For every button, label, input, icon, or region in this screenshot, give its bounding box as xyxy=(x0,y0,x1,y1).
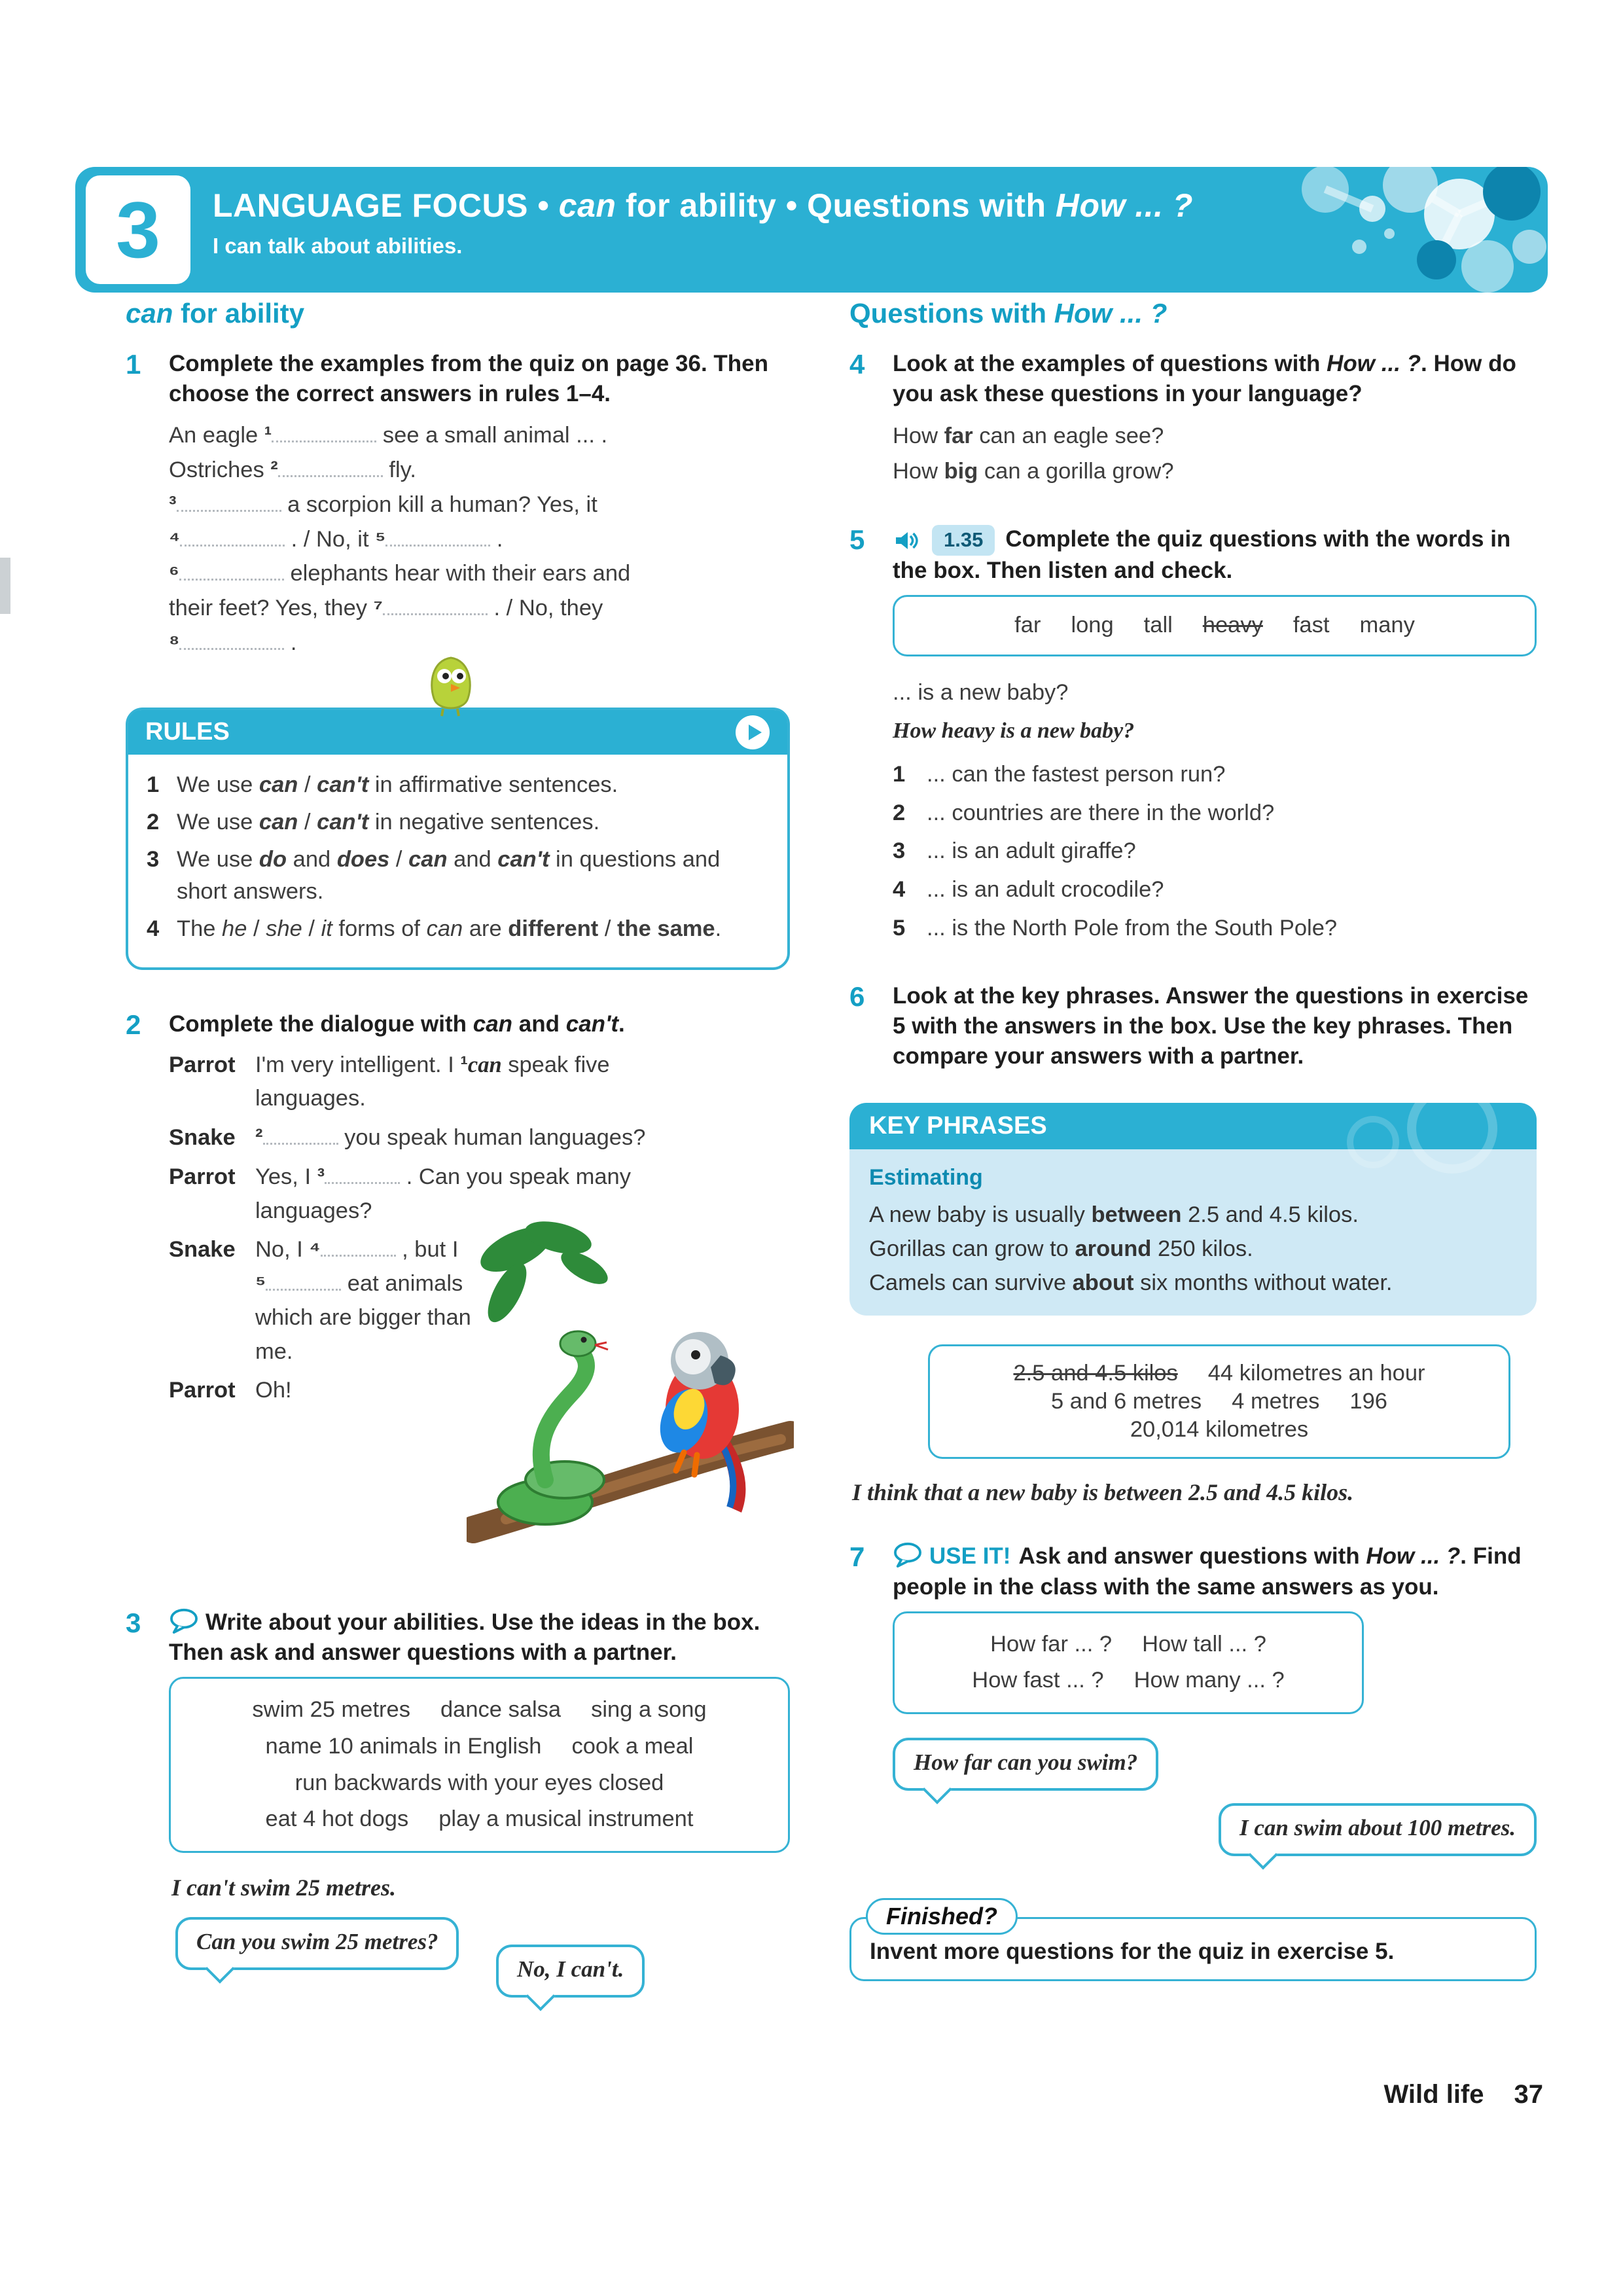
key-phrases-body xyxy=(849,1149,1537,1316)
exercise-2-number: 2 xyxy=(126,1009,141,1040)
exercise-4-body xyxy=(893,420,1537,489)
gap-fill-line: ⁴ . / No, it ⁵ . xyxy=(169,523,790,557)
exercise-3-body xyxy=(169,1677,790,2041)
example-question: How far can an eagle see? xyxy=(893,423,1164,449)
question-text: ... is an adult giraffe? xyxy=(927,838,1136,864)
exercise-7-body xyxy=(893,1611,1537,1876)
question-number: 3 xyxy=(893,838,906,864)
audio-badge xyxy=(893,525,995,556)
section-heading-can-for-ability: can for ability xyxy=(126,298,305,329)
exercise-1-body xyxy=(169,419,790,660)
example-question: How big can a gorilla grow? xyxy=(893,459,1174,484)
answers-box-line: 2.5 and 4.5 kilos 44 kilometres an hour xyxy=(1013,1361,1425,1386)
exercise-5 xyxy=(849,524,1537,946)
ideas-box xyxy=(169,1677,790,1853)
parrot-and-snake-illustration xyxy=(467,1209,794,1549)
gap-fill-line: ⁶ elephants hear with their ears and xyxy=(169,557,790,591)
example-answer-handwritten: How heavy is a new baby? xyxy=(893,718,1135,743)
speaker-icon xyxy=(893,528,919,554)
exercise-5-body xyxy=(893,595,1537,945)
exercise-6-instruction: Look at the key phrases. Answer the questions in exercise 5 with the answers in the box. Use the key phrases. Then compare your answers with a partner. xyxy=(893,982,1529,1069)
answers-box-line: 20,014 kilometres xyxy=(1130,1417,1309,1443)
speaker-label: Parrot xyxy=(169,1378,236,1403)
question-number: 5 xyxy=(893,915,906,941)
dialogue-text: I'm very intelligent. I ¹can speak five languages. xyxy=(255,1052,610,1111)
exercise-2-dialogue xyxy=(169,1049,790,1572)
rule-number: 3 xyxy=(147,846,160,872)
exercise-7-number: 7 xyxy=(849,1541,865,1573)
exercise-7-instruction xyxy=(893,1541,1537,1602)
question-starters-line: How far ... ? How tall ... ? xyxy=(990,1631,1266,1657)
quiz-question xyxy=(893,758,1537,792)
dialogue-text: Yes, I ³ . Can you speak many languages? xyxy=(255,1160,674,1229)
rules-list xyxy=(128,755,787,967)
gap-fill-line: An eagle ¹ see a small animal ... . xyxy=(169,419,790,453)
rules-box xyxy=(126,708,790,970)
ideas-box-line: swim 25 metres dance salsa sing a song xyxy=(252,1697,707,1723)
mascot-creature-illustration xyxy=(412,654,490,717)
speech-bubble-answer: I can swim about 100 metres. xyxy=(1219,1803,1537,1856)
rule-text: We use can / can't in affirmative sentences. xyxy=(177,772,618,797)
play-button-icon xyxy=(735,715,770,750)
rule-text: We use can / can't in negative sentences. xyxy=(177,809,600,834)
unit-number: 3 xyxy=(116,185,160,274)
quiz-question xyxy=(893,873,1537,907)
rule-item xyxy=(147,913,769,945)
quiz-question xyxy=(893,912,1537,946)
exercise-3-speech-bubbles xyxy=(169,1917,790,2041)
exercise-3-number: 3 xyxy=(126,1607,141,1638)
banner-subtitle: I can talk about abilities. xyxy=(213,234,463,258)
gap-fill-line: ⁸ . xyxy=(169,626,790,660)
dialogue-text: ² you speak human languages? xyxy=(255,1121,645,1155)
exercise-5-instruction xyxy=(893,524,1537,586)
question-text: ... is the North Pole from the South Pole? xyxy=(927,915,1338,941)
key-phrase-line: A new baby is usually between 2.5 and 4.5 kilos. xyxy=(869,1202,1359,1228)
page-footer xyxy=(1384,2080,1543,2109)
right-column xyxy=(849,298,1537,1981)
dialogue-text: No, I ⁴ , but I ⁵ eat animals which are bigger than me. xyxy=(255,1233,471,1369)
question-text: ... is an adult crocodile? xyxy=(927,877,1164,903)
gap-fill-line: Ostriches ² fly. xyxy=(169,454,790,488)
answers-box-line: 5 and 6 metres 4 metres 196 xyxy=(1051,1389,1387,1414)
rules-title: RULES xyxy=(145,718,230,746)
question-number: 4 xyxy=(893,877,906,903)
exercise-7 xyxy=(849,1541,1537,1875)
exercise-2-instruction: Complete the dialogue with can and can't. xyxy=(169,1011,625,1037)
exercise-6 xyxy=(849,981,1537,1081)
speaker-label: Snake xyxy=(169,1237,236,1263)
exercise-7-speech-bubbles xyxy=(893,1738,1537,1875)
page-edge-tab xyxy=(0,558,10,614)
speech-bubble-icon xyxy=(893,1541,923,1568)
gap-fill-line: ³ a scorpion kill a human? Yes, it xyxy=(169,488,790,522)
dialogue-row xyxy=(169,1049,790,1117)
example-question: ... is a new baby? xyxy=(893,680,1069,706)
model-answer: I think that a new baby is between 2.5 and 4.5 kilos. xyxy=(852,1479,1354,1506)
key-phrases-title: KEY PHRASES xyxy=(869,1112,1047,1140)
exercise-3-instruction xyxy=(169,1607,790,1668)
exercise-1-number: 1 xyxy=(126,349,141,380)
audio-track-number: 1.35 xyxy=(932,525,995,556)
exercise-3-instruction-text: Write about your abilities. Use the ideas in the box. Then ask and answer questions with a partner. xyxy=(169,1609,760,1665)
unit-banner xyxy=(75,167,1548,293)
rule-number: 4 xyxy=(147,916,160,941)
question-starters-line: How fast ... ? How many ... ? xyxy=(972,1668,1285,1693)
model-answer: I can't swim 25 metres. xyxy=(171,1874,397,1901)
exercise-5-instruction-text: Complete the quiz questions with the words in the box. Then listen and check. xyxy=(893,526,1511,584)
question-text: ... countries are there in the world? xyxy=(927,800,1275,825)
rule-item xyxy=(147,806,769,838)
word-box: far long tall heavy fast many xyxy=(893,595,1537,656)
finished-text: Invent more questions for the quiz in exercise 5. xyxy=(870,1939,1395,1965)
ideas-box-line: name 10 animals in English cook a meal xyxy=(265,1733,694,1759)
rule-number: 2 xyxy=(147,809,160,834)
exercise-4 xyxy=(849,349,1537,489)
gap-fill-line: their feet? Yes, they ⁷ . / No, they xyxy=(169,592,790,626)
dialogue-row xyxy=(169,1121,790,1155)
rule-item xyxy=(147,769,769,801)
question-starters-box xyxy=(893,1611,1364,1715)
key-phrase-line: Camels can survive about six months without water. xyxy=(869,1270,1393,1295)
key-phrases-header xyxy=(849,1103,1537,1149)
question-number: 2 xyxy=(893,800,906,825)
speech-bubble-answer: No, I can't. xyxy=(496,1945,645,1998)
section-heading-questions-with-how: Questions with How ... ? xyxy=(849,298,1168,329)
finished-box xyxy=(849,1903,1537,1981)
question-number: 1 xyxy=(893,761,906,787)
key-phrases-box xyxy=(849,1103,1537,1316)
unit-number-chip xyxy=(86,175,190,284)
dialogue-text: Oh! xyxy=(255,1378,292,1403)
quiz-question xyxy=(893,834,1537,869)
speech-bubble-question: Can you swim 25 metres? xyxy=(175,1917,459,1970)
rule-text: We use do and does / can and can't in questions and short answers. xyxy=(177,846,721,904)
rule-text: The he / she / it forms of can are different / the same. xyxy=(177,916,722,941)
exercise-1 xyxy=(126,349,790,660)
exercise-3 xyxy=(126,1607,790,2041)
exercise-4-number: 4 xyxy=(849,349,865,380)
ideas-box-line: eat 4 hot dogs play a musical instrument xyxy=(265,1806,694,1832)
question-text: ... can the fastest person run? xyxy=(927,761,1226,787)
rule-item xyxy=(147,844,769,908)
key-phrases-subtitle: Estimating xyxy=(869,1165,983,1191)
ideas-box-line: run backwards with your eyes closed xyxy=(294,1770,664,1795)
answers-box xyxy=(928,1344,1510,1459)
use-it-label: USE IT! xyxy=(929,1543,1011,1570)
key-phrase-line: Gorillas can grow to around 250 kilos. xyxy=(869,1236,1253,1261)
rules-header xyxy=(128,710,787,755)
exercise-4-instruction: Look at the examples of questions with How ... ?. How do you ask these questions in your language? xyxy=(893,351,1516,407)
speaker-label: Parrot xyxy=(169,1164,236,1189)
quiz-question xyxy=(893,797,1537,831)
exercise-1-instruction: Complete the examples from the quiz on page 36. Then choose the correct answers in rules 1–4. xyxy=(169,351,768,407)
speech-bubble-icon xyxy=(169,1607,199,1634)
exercise-6-number: 6 xyxy=(849,980,865,1012)
exercise-2 xyxy=(126,1009,790,1572)
speech-bubble-question: How far can you swim? xyxy=(893,1738,1158,1791)
rule-number: 1 xyxy=(147,772,160,797)
exercise-7-instruction-text: Ask and answer questions with How ... ?. Find people in the class with the same answers as you. xyxy=(893,1543,1522,1600)
banner-title: LANGUAGE FOCUS • can for ability • Questions with How ... ? xyxy=(213,187,1193,224)
finished-label: Finished? xyxy=(866,1898,1018,1935)
speaker-label: Parrot xyxy=(169,1052,236,1077)
exercise-5-number: 5 xyxy=(849,524,865,555)
footer-section-label: Wild life xyxy=(1383,2080,1484,2109)
left-column xyxy=(126,298,790,2077)
speaker-label: Snake xyxy=(169,1125,236,1151)
footer-page-number: 37 xyxy=(1514,2080,1543,2109)
